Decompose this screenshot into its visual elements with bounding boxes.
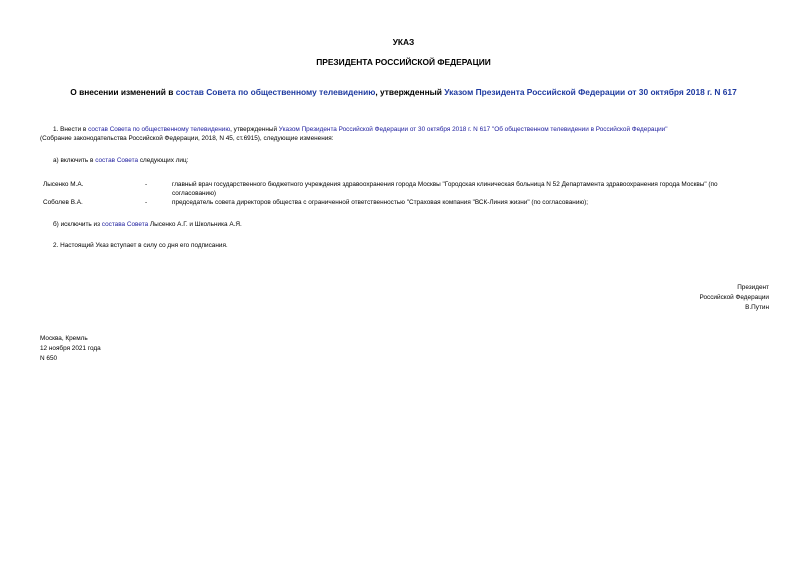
person-description: главный врач государственного бюджетного учреждения здравоохранения города Москвы "Городская клиническая больница N 52 Департамента здравоохранения города Москвы" (по согласованию) [172, 181, 718, 197]
person-description: председатель совета директоров общества с ограниченной ответственностью "Страховая компания "ВСК-Линия жизни" (по согласованию); [172, 199, 589, 206]
clause-1-link-council-composition[interactable]: состав Совета по общественному телевидению [88, 126, 231, 133]
clause-a-text-2: следующих лиц: [138, 157, 189, 164]
heading-text-1: О внесении изменений в [70, 87, 176, 97]
clause-b [53, 221, 242, 230]
clause-1-link-decree-617[interactable]: Указом Президента Российской Федерации от 30 октября 2018 г. N 617 "Об общественном телевидении в Российской Федерации" [278, 126, 668, 133]
clause-1-text-1: 1. Внести в [53, 126, 89, 133]
clause-b-text-2: Лысенко А.Г. и Школьника А.Я. [148, 221, 242, 228]
decree-number: N 650 [40, 355, 58, 362]
clause-1-text-2: , утвержденный [230, 126, 279, 133]
document-title: УКАЗ [392, 37, 415, 47]
clause-a-text-1: а) включить в [53, 157, 96, 164]
signature-organization: Российской Федерации [699, 294, 769, 301]
signature-position: Президент [737, 284, 769, 291]
clause-b-text-1: б) исключить из [53, 221, 102, 228]
heading-text-2: , утвержденный [375, 87, 445, 97]
person-dash: - [145, 199, 148, 206]
heading-link-council-composition[interactable]: состав Совета по общественному телевидению [175, 87, 376, 97]
person-dash: - [145, 181, 148, 188]
clause-1-line-2: (Собрание законодательства Российской Федерации, 2018, N 45, ст.6915), следующие изменения: [40, 135, 334, 142]
document-heading [0, 87, 807, 97]
clause-1-line-1 [53, 126, 668, 135]
document-subtitle: ПРЕЗИДЕНТА РОССИЙСКОЙ ФЕДЕРАЦИИ [316, 57, 491, 67]
person-name: Лысенко М.А. [43, 181, 84, 188]
signing-place: Москва, Кремль [40, 335, 88, 342]
heading-link-decree-617[interactable]: Указом Президента Российской Федерации от 30 октября 2018 г. N 617 [444, 87, 737, 97]
clause-a [53, 157, 188, 166]
signing-date: 12 ноября 2021 года [40, 345, 101, 352]
clause-2: 2. Настоящий Указ вступает в силу со дня его подписания. [53, 242, 228, 249]
person-name: Соболев В.А. [43, 199, 83, 206]
clause-b-link-council[interactable]: состава Совета [101, 221, 149, 228]
signature-name: В.Путин [745, 304, 769, 311]
clause-a-link-council[interactable]: состав Совета [95, 157, 139, 164]
